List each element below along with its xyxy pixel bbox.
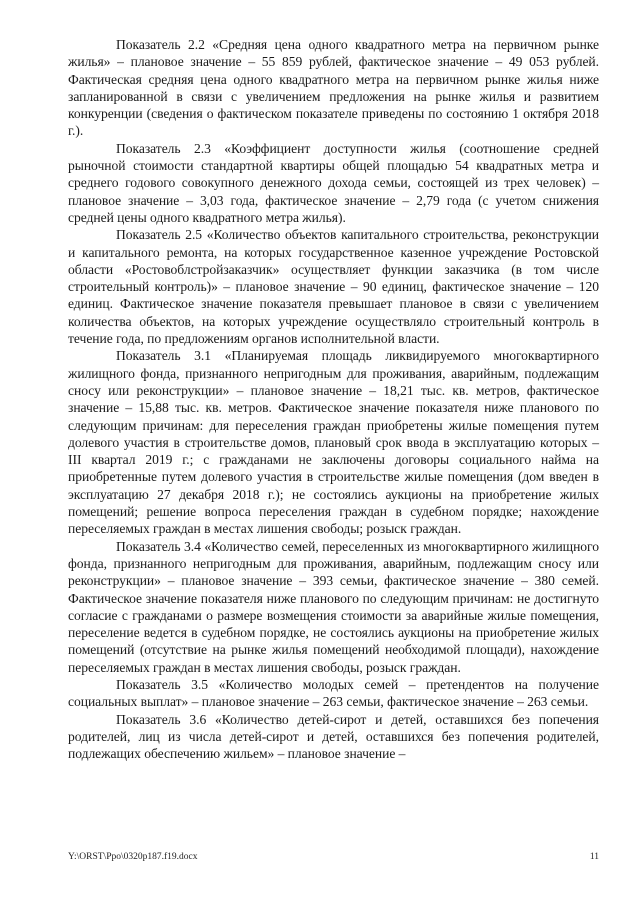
- footer-page-number: 11: [589, 852, 599, 862]
- paragraph-indicator-3-6: Показатель 3.6 «Количество детей-сирот и детей, оставшихся без попечения родителей, лиц из числа детей-сирот и детей, оставшихся без попечения родителей, подлежащих обеспечению жильем» – плановое значение –: [68, 711, 599, 762]
- paragraph-indicator-2-5: Показатель 2.5 «Количество объектов капитального строительства, реконструкции и капитального ремонта, на которых государственное казенное учреждение Ростовской области «Ростовоблстройзаказчик» осуществляет функции заказчика (в том числе строительный контроль)» – плановое значение – 90 единиц, фактическое значение – 120 единиц. Фактическое значение показателя превышает плановое в связи с увеличением количества объектов, на которых учреждение осуществляло строительный контроль в течение года, по предложениям органов исполнительной власти.: [68, 227, 599, 347]
- paragraph-indicator-2-3: Показатель 2.3 «Коэффициент доступности жилья (соотношение средней рыночной стоимости стандартной квартиры общей площадью 54 квадратных метра и среднего годового совокупного денежного дохода семьи, состоящей из трех человек) – плановое значение – 3,03 года, фактическое значение – 2,79 года (с учетом снижения средней цены одного квадратного метра жилья).: [68, 140, 599, 225]
- paragraph-indicator-2-2: Показатель 2.2 «Средняя цена одного квадратного метра на первичном рынке жилья» – плановое значение – 55 859 рублей, фактическое значение – 49 053 рублей. Фактическая средняя цена одного квадратного метра на первичном рынке жилья ниже запланированной в связи с увеличением предложения на рынке жилья и развитием конкуренции (сведения о фактическом показателе приведены по состоянию 1 октября 2018 г.).: [68, 37, 599, 139]
- paragraph-indicator-3-4: Показатель 3.4 «Количество семей, переселенных из многоквартирного жилищного фонда, признанного непригодным для проживания, аварийным, подлежащим сносу или реконструкции» – плановое значение – 393 семьи, фактическое значение – 380 семей. Фактическое значение показателя ниже планового по следующим причинам: не достигнуто согласие с гражданами о размере возмещения стоимости за аварийные жилые помещения, переселение ведется в судебном порядке, не состоялись аукционы на приобретение жилых помещений (отсутствие на рынке жилья помещений необходимой площади), нахождение переселяемых граждан в местах лишения свободы, розыск граждан.: [68, 538, 599, 675]
- paragraph-indicator-3-1: Показатель 3.1 «Планируемая площадь ликвидируемого многоквартирного жилищного фонда, признанного непригодным для проживания, аварийным, подлежащим сносу или реконструкции» – плановое значение – 18,21 тыс. кв. метров, фактическое значение – 15,88 тыс. кв. метров. Фактическое значение показателя ниже планового по следующим причинам: для переселения граждан приобретены жилые помещения путем долевого участия в строительстве домов, плановый срок ввода в эксплуатацию которых – III квартал 2019 г.; с гражданами не заключены договоры социального найма на приобретенные путем долевого участия в строительстве жилые помещения (дом введен в эксплуатацию 27 декабря 2018 г.); не состоялись аукционы на приобретение жилых помещений; решение вопроса переселения граждан в судебном порядке; нахождение переселяемых граждан в местах лишения свободы; розыск граждан.: [68, 348, 599, 537]
- document-body: [68, 36, 599, 762]
- footer-file-path: Y:\ORST\Ppo\0320p187.f19.docx: [68, 852, 198, 862]
- paragraph-indicator-3-5: Показатель 3.5 «Количество молодых семей – претендентов на получение социальных выплат» – плановое значение – 263 семьи, фактическое значение – 263 семьи.: [68, 676, 599, 710]
